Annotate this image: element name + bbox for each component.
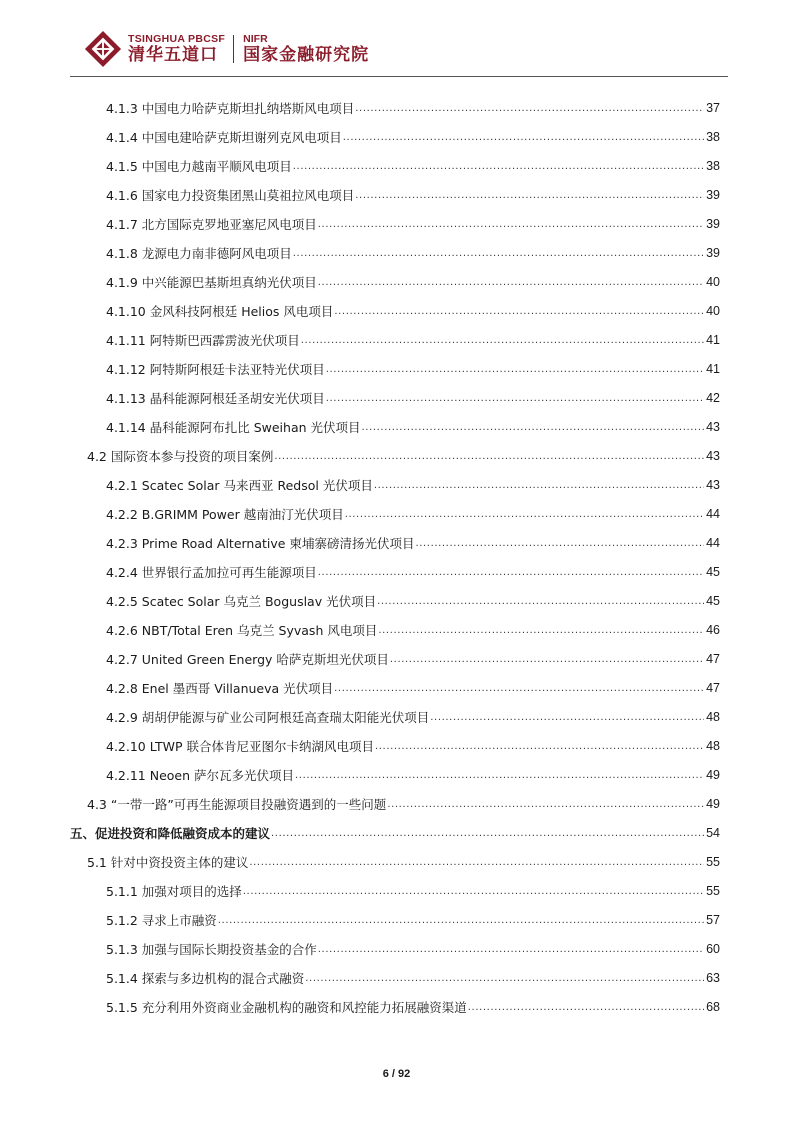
toc-entry[interactable] bbox=[0, 847, 793, 876]
toc-entry[interactable] bbox=[0, 238, 793, 267]
toc-entry-page: 39 bbox=[706, 245, 720, 260]
toc-dot-leader bbox=[430, 713, 704, 731]
toc-entry-page: 39 bbox=[706, 187, 720, 202]
toc-entry-page: 44 bbox=[706, 535, 720, 550]
toc-entry[interactable] bbox=[0, 586, 793, 615]
toc-entry[interactable] bbox=[0, 325, 793, 354]
toc-entry[interactable] bbox=[0, 644, 793, 673]
tsinghua-logo-icon bbox=[84, 30, 122, 68]
toc-dot-leader bbox=[318, 945, 704, 963]
toc-entry-page: 45 bbox=[706, 593, 720, 608]
toc-entry-title: 4.1.3 中国电力哈萨克斯坦扎纳塔斯风电项目 bbox=[106, 100, 355, 116]
toc-entry-page: 49 bbox=[706, 767, 720, 782]
toc-entry-page: 48 bbox=[706, 709, 720, 724]
toc-entry-title: 4.1.5 中国电力越南平顺风电项目 bbox=[106, 158, 292, 174]
toc-entry[interactable] bbox=[0, 905, 793, 934]
toc-entry-page: 63 bbox=[706, 970, 720, 985]
toc-entry-title: 4.2.10 LTWP 联合体肯尼亚图尔卡纳湖风电项目 bbox=[106, 738, 374, 754]
toc-entry-page: 49 bbox=[706, 796, 720, 811]
toc-entry[interactable] bbox=[0, 122, 793, 151]
toc-entry-title: 4.1.11 阿特斯巴西霹雳波光伏项目 bbox=[106, 332, 300, 348]
toc-entry-title: 4.3 “一带一路”可再生能源项目投融资遇到的一些问题 bbox=[87, 796, 387, 812]
toc-entry-page: 46 bbox=[706, 622, 720, 637]
logo-divider bbox=[233, 35, 234, 63]
toc-entry-page: 43 bbox=[706, 419, 720, 434]
toc-entry-title: 5.1.2 寻求上市融资 bbox=[106, 912, 217, 928]
toc-entry[interactable] bbox=[0, 876, 793, 905]
toc-dot-leader bbox=[218, 916, 704, 934]
toc-entry[interactable] bbox=[0, 383, 793, 412]
page-header bbox=[84, 28, 369, 70]
toc-dot-leader bbox=[355, 191, 704, 209]
toc-dot-leader bbox=[318, 568, 704, 586]
toc-dot-leader bbox=[375, 742, 704, 760]
toc-entry-page: 47 bbox=[706, 680, 720, 695]
institute-chinese-name: 国家金融研究院 bbox=[243, 45, 370, 66]
toc-entry[interactable] bbox=[0, 151, 793, 180]
toc-entry-title: 4.1.6 国家电力投资集团黑山莫祖拉风电项目 bbox=[106, 187, 355, 203]
toc-entry-page: 40 bbox=[706, 274, 720, 289]
toc-entry-page: 55 bbox=[706, 883, 720, 898]
toc-entry[interactable] bbox=[0, 673, 793, 702]
toc-dot-leader bbox=[326, 394, 704, 412]
toc-entry-page: 68 bbox=[706, 999, 720, 1014]
toc-entry[interactable] bbox=[0, 180, 793, 209]
toc-entry-page: 38 bbox=[706, 158, 720, 173]
toc-entry-title: 5.1.4 探索与多边机构的混合式融资 bbox=[106, 970, 305, 986]
toc-entry-title: 4.2.1 Scatec Solar 马来西亚 Redsol 光伏项目 bbox=[106, 477, 373, 493]
toc-entry[interactable] bbox=[0, 354, 793, 383]
toc-dot-leader bbox=[377, 597, 704, 615]
toc-dot-leader bbox=[334, 684, 704, 702]
toc-entry[interactable] bbox=[0, 267, 793, 296]
toc-dot-leader bbox=[301, 336, 704, 354]
toc-entry[interactable] bbox=[0, 702, 793, 731]
toc-entry-title: 4.1.12 阿特斯阿根廷卡法亚特光伏项目 bbox=[106, 361, 325, 377]
toc-entry[interactable] bbox=[0, 412, 793, 441]
toc-dot-leader bbox=[343, 133, 704, 151]
toc-entry-page: 40 bbox=[706, 303, 720, 318]
toc-dot-leader bbox=[387, 800, 704, 818]
toc-entry-page: 45 bbox=[706, 564, 720, 579]
toc-entry-title: 4.2.7 United Green Energy 哈萨克斯坦光伏项目 bbox=[106, 651, 389, 667]
toc-entry[interactable] bbox=[0, 789, 793, 818]
toc-dot-leader bbox=[274, 452, 704, 470]
toc-entry-page: 48 bbox=[706, 738, 720, 753]
toc-entry-page: 54 bbox=[706, 825, 720, 840]
toc-entry[interactable] bbox=[0, 934, 793, 963]
toc-dot-leader bbox=[415, 539, 704, 557]
logo-chinese-name: 清华五道口 bbox=[128, 45, 218, 66]
toc-entry-title: 4.1.14 晶科能源阿布扎比 Sweihan 光伏项目 bbox=[106, 419, 361, 435]
toc-entry[interactable] bbox=[0, 615, 793, 644]
toc-dot-leader bbox=[374, 481, 704, 499]
toc-entry-title: 4.2 国际资本参与投资的项目案例 bbox=[87, 448, 274, 464]
toc-dot-leader bbox=[345, 510, 704, 528]
toc-entry[interactable] bbox=[0, 818, 793, 847]
toc-entry-page: 38 bbox=[706, 129, 720, 144]
toc-entry[interactable] bbox=[0, 760, 793, 789]
toc-dot-leader bbox=[293, 249, 704, 267]
toc-entry[interactable] bbox=[0, 441, 793, 470]
toc-entry-title: 4.2.5 Scatec Solar 乌克兰 Boguslav 光伏项目 bbox=[106, 593, 377, 609]
toc-entry-page: 44 bbox=[706, 506, 720, 521]
table-of-contents bbox=[0, 93, 793, 1021]
toc-dot-leader bbox=[334, 307, 704, 325]
institute-english-name: NIFR bbox=[243, 32, 268, 45]
toc-dot-leader bbox=[295, 771, 704, 789]
toc-entry-page: 43 bbox=[706, 448, 720, 463]
toc-dot-leader bbox=[305, 974, 704, 992]
toc-entry[interactable] bbox=[0, 731, 793, 760]
toc-entry-page: 47 bbox=[706, 651, 720, 666]
toc-entry-title: 4.1.8 龙源电力南非德阿风电项目 bbox=[106, 245, 292, 261]
toc-entry-title: 4.2.8 Enel 墨西哥 Villanueva 光伏项目 bbox=[106, 680, 334, 696]
toc-entry-title: 4.2.9 胡胡伊能源与矿业公司阿根廷高查瑞太阳能光伏项目 bbox=[106, 709, 430, 725]
toc-entry[interactable] bbox=[0, 296, 793, 325]
toc-entry-title: 五、促进投资和降低融资成本的建议 bbox=[70, 825, 271, 841]
toc-entry[interactable] bbox=[0, 470, 793, 499]
toc-entry[interactable] bbox=[0, 528, 793, 557]
toc-dot-leader bbox=[390, 655, 704, 673]
toc-entry-title: 4.1.13 晶科能源阿根廷圣胡安光伏项目 bbox=[106, 390, 325, 406]
toc-dot-leader bbox=[243, 887, 704, 905]
toc-entry-title: 4.2.6 NBT/Total Eren 乌克兰 Syvash 风电项目 bbox=[106, 622, 378, 638]
toc-entry-title: 4.2.11 Neoen 萨尔瓦多光伏项目 bbox=[106, 767, 295, 783]
toc-dot-leader bbox=[355, 104, 704, 122]
toc-dot-leader bbox=[318, 278, 704, 296]
toc-entry-title: 5.1.3 加强与国际长期投资基金的合作 bbox=[106, 941, 317, 957]
toc-entry-page: 41 bbox=[706, 361, 720, 376]
page-number: 6 / 92 bbox=[382, 1068, 411, 1080]
toc-entry-title: 4.2.3 Prime Road Alternative 柬埔寨磅清扬光伏项目 bbox=[106, 535, 415, 551]
toc-entry-title: 5.1.5 充分利用外资商业金融机构的融资和风控能力拓展融资渠道 bbox=[106, 999, 467, 1015]
toc-dot-leader bbox=[326, 365, 704, 383]
toc-entry[interactable] bbox=[0, 209, 793, 238]
toc-entry[interactable] bbox=[0, 963, 793, 992]
toc-dot-leader bbox=[249, 858, 704, 876]
toc-dot-leader bbox=[362, 423, 705, 441]
toc-entry-page: 57 bbox=[706, 912, 720, 927]
toc-entry-title: 4.1.4 中国电建哈萨克斯坦谢列克风电项目 bbox=[106, 129, 342, 145]
toc-entry-page: 43 bbox=[706, 477, 720, 492]
toc-entry-title: 4.2.2 B.GRIMM Power 越南油汀光伏项目 bbox=[106, 506, 344, 522]
toc-dot-leader bbox=[318, 220, 704, 238]
toc-entry[interactable] bbox=[0, 557, 793, 586]
toc-dot-leader bbox=[378, 626, 704, 644]
toc-dot-leader bbox=[468, 1003, 704, 1021]
header-rule bbox=[70, 76, 728, 77]
toc-entry-title: 5.1 针对中资投资主体的建议 bbox=[87, 854, 249, 870]
toc-entry[interactable] bbox=[0, 499, 793, 528]
toc-entry[interactable] bbox=[0, 992, 793, 1021]
toc-entry-page: 42 bbox=[706, 390, 720, 405]
logo-text-group bbox=[128, 34, 225, 65]
toc-dot-leader bbox=[293, 162, 704, 180]
toc-entry-title: 4.1.7 北方国际克罗地亚塞尼风电项目 bbox=[106, 216, 317, 232]
toc-entry-page: 60 bbox=[706, 941, 720, 956]
toc-entry-page: 37 bbox=[706, 100, 720, 115]
toc-entry-title: 4.1.10 金风科技阿根廷 Helios 风电项目 bbox=[106, 303, 334, 319]
toc-entry-page: 41 bbox=[706, 332, 720, 347]
toc-entry-title: 4.2.4 世界银行孟加拉可再生能源项目 bbox=[106, 564, 317, 580]
toc-entry[interactable] bbox=[0, 93, 793, 122]
toc-entry-page: 55 bbox=[706, 854, 720, 869]
toc-entry-title: 4.1.9 中兴能源巴基斯坦真纳光伏项目 bbox=[106, 274, 317, 290]
logo-english-name: TSINGHUA PBCSF bbox=[128, 32, 226, 45]
toc-dot-leader bbox=[271, 829, 704, 847]
toc-entry-page: 39 bbox=[706, 216, 720, 231]
toc-entry-title: 5.1.1 加强对项目的选择 bbox=[106, 883, 242, 899]
institute-text-group bbox=[243, 34, 369, 65]
